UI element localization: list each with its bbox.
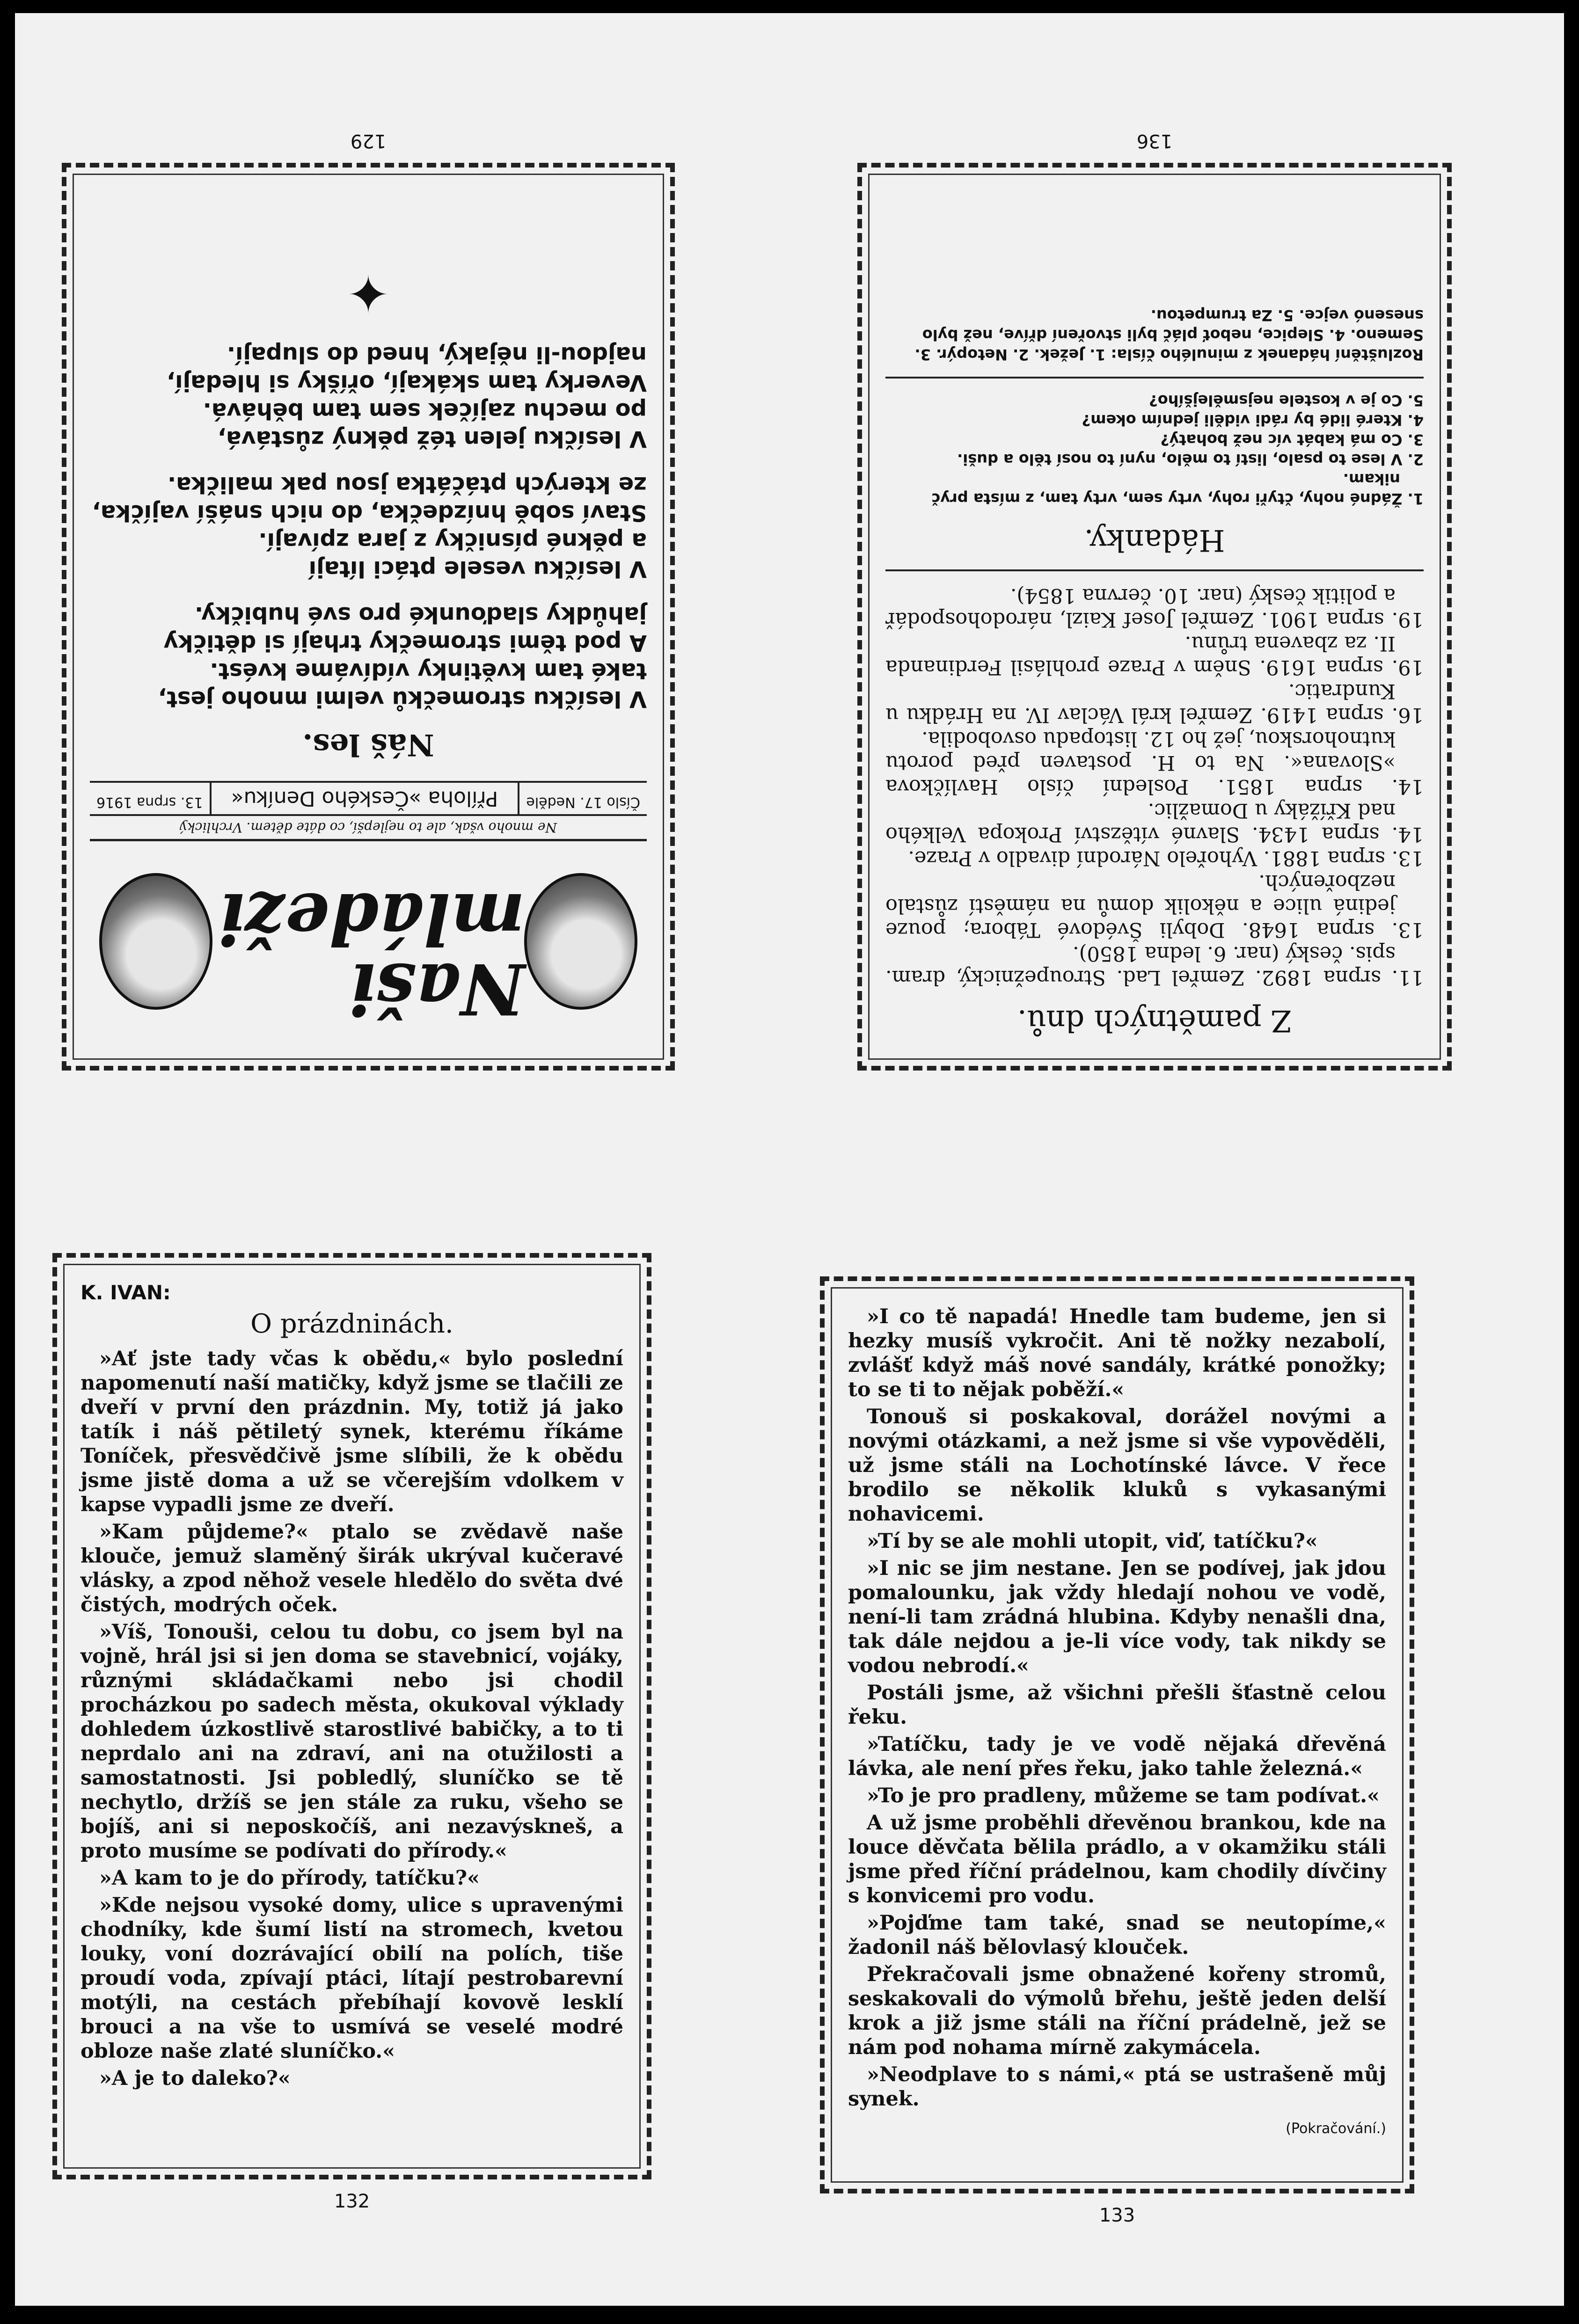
day-entry: 13. srpna 1648. Dobyli Švédové Tábora; pouze jediná ulice a několik domů na náměstí zůstalo nezbořených. [885, 870, 1424, 941]
day-entry: 19. srpna 1619. Sněm v Praze prohlásil Ferdinanda II. za zbavena trůnu. [885, 632, 1424, 679]
page-number: 136 [1136, 130, 1173, 152]
poem-line: po mechu zajíček sem tam běhává. [203, 398, 647, 424]
story-paragraph: A už jsme proběhli dřevěnou brankou, kde na louce děvčata bělila prádlo, a v okamžiku stáli jsme před říční prádelnou, kam chodily dívčiny s konvicemi pro vodu. [848, 1811, 1386, 1908]
riddle-item: 5. Co je v kostele nejsmělejšího? [1149, 392, 1424, 409]
page-content [848, 1304, 1386, 2165]
page-content [90, 191, 647, 1042]
story-paragraph: »Víš, Tonouši, celou tu dobu, co jsem byl na vojně, hrál jsi si jen doma se stavebnicí, vojáky, různými skládačkami nebo jsi chodil procházkou po sadech města, okukoval výklady dohledem úzkostlivě starostlivé babičky, a to ti neprdalo ani na zdraví, ani na otužilosti a samostatnosti. Jsi pobledlý, sluníčko se tě nechytlo, držíš se jen stále za ruku, všeho se bojíš, ani si neposkočíš, ani nezavýskneš, a proto musíme se podívati do přírody.« [80, 1620, 623, 1863]
page-content [80, 1281, 623, 2151]
story-paragraph: »Tatíčku, tady je ve vodě nějaká dřevěná lávka, ale není přes řeku, jako tahle železná.« [848, 1733, 1386, 1780]
story-paragraph: »Ať jste tady včas k obědu,« bylo poslední napomenutí naší matičky, když jsme se tlačili ze dveří v první den prázdnin. My, totiž já jako tatík i náš pětiletý synek, kterému říkáme Toníček, přesvědčivě jsme slíbili, že k obědu jsme jistě doma a už se včerejším vdolkem v kapse vypadli jsme ze dveří. [80, 1347, 623, 1516]
poem-line: V lesíčku stromečků velmi mnoho jest, [158, 686, 647, 712]
continued-note: (Pokračování.) [1286, 2120, 1386, 2137]
page-133 [820, 1276, 1414, 2226]
day-entry: 14. srpna 1434. Slavné vítězství Prokopa Velkého nad Křížáky u Domažlic. [885, 799, 1424, 846]
page-132 [52, 1253, 651, 2212]
riddle-item: 1. Žádné nohy, čtyři rohy, vrty sem, vrty tam, z místa pryč nikam. [931, 470, 1424, 508]
poem-line: ze kterých ptáčátka jsou pak malička. [167, 472, 647, 498]
story-paragraph: »A kam to je do přírody, tatíčku?« [99, 1866, 480, 1890]
poem-line: Veverky tam skákají, oříšky si hledají, [166, 370, 647, 396]
poem-line: V lesíčku jelen též pěkný zůstává, [217, 426, 647, 452]
divider [885, 569, 1424, 571]
page-number: 129 [350, 130, 387, 152]
masthead-title: Naši mládeži [218, 877, 525, 1030]
poem-stanza [90, 601, 647, 713]
poem-line: A pod těmi stromečky trhají si dětičky [163, 630, 647, 656]
supplement-name: Příloha »Českého Deníku« [210, 783, 520, 814]
divider [885, 377, 1424, 379]
story-paragraph: »I co tě napadá! Hnedle tam budeme, jen si hezky musíš vykročit. Ani tě nožky nezabolí, zvlášť když máš nové sandály, krátké ponožky; to se ti to nějak poběží.« [848, 1305, 1386, 1401]
swallow-icon: ✦ [346, 263, 390, 323]
issue-bar [90, 781, 647, 816]
page-129 [62, 130, 675, 1071]
story-paragraph: »Kde nejsou vysoké domy, ulice s upravenými chodníky, kde šumí listí na stromech, kvetou louky, voní dozrávající obilí na polích, tiše proudí voda, zpívají ptáci, lítají pestrobarevní motýli, na cestách přebíhají kovově lesklí brouci a na vše to usmívá se veselé modré obloze naše zlaté sluníčko.« [80, 1894, 623, 2063]
page-136 [857, 130, 1452, 1071]
poem-stanza [90, 341, 647, 453]
poem-line: a pěkné písničky z jara zpívají. [258, 528, 647, 554]
story-paragraph: »To je pro pradleny, můžeme se tam podívat.« [867, 1784, 1380, 1807]
story-paragraph: Postáli jsme, až všichni přešli šťastně celou řeku. [848, 1681, 1386, 1729]
riddle-answers: Rozluštění hádanek z minulého čísla: 1. Ježek. 2. Netopýr. 3. Semeno. 4. Slepice, neboť pláč byli stvoření dříve, než bylo snesenó vejce. 5. Za trumpetou. [914, 306, 1424, 364]
boy-portrait [99, 873, 212, 1010]
day-entry: 16. srpna 1419. Zemřel král Václav IV. na Hrádku u Kundratic. [885, 679, 1424, 727]
story-title: O prázdninách. [250, 1309, 453, 1339]
day-entry: 19. srpna 1901. Zemřel Josef Kaizl, národohospodář a politik český (nar. 10. června 1854). [885, 584, 1424, 631]
riddles-title: Hádanky. [1084, 523, 1225, 557]
issue-date: 13. srpna 1916 [96, 794, 203, 810]
story-paragraph: Překračovali jsme obnažené kořeny stromů, seskakovali do výmolů břehu, ještě jeden delší krok a již jsme stáli na říční prádelně, jež se nám pod nohama mírně zakymácela. [848, 1963, 1386, 2059]
day-entry: 13. srpna 1881. Vyhořelo Národní divadlo v Praze. [908, 846, 1424, 870]
masthead-motto: Ne mnoho však, ale to nejlepší, co dáte dětem. Vrchlický [180, 820, 557, 835]
story-paragraph: »I nic se jim nestane. Jen se podívej, jak jdou pomalounku, jak vždy hledají nohou ve vodě, není-li tam zrádná hlubina. Kdyby nenašli dna, tak dále nejdou a je-li více vody, tak nikdy se vodou nebrodí.« [848, 1557, 1386, 1677]
story-paragraph: »Tí by se ale mohli utopit, viď, tatíčku?« [867, 1530, 1318, 1553]
days-title: Z pamětných dnů. [1017, 1003, 1292, 1038]
poem-line: V lesíčku vesele ptáci lítají [308, 556, 647, 582]
author-name: K. IVAN: [80, 1281, 171, 1304]
scan-sheet [15, 13, 1564, 2306]
day-entry: 14. srpna 1851. Poslední číslo Havlíčkova »Slovana«. Na to H. postaven před porotu kutnohorskou, jež ho 12. listopadu osvobodila. [885, 727, 1424, 798]
story-paragraph: »Pojďme tam také, snad se neutopíme,« žadonil náš bělovlasý klouček. [848, 1911, 1386, 1959]
girl-portrait [524, 873, 637, 1010]
story-paragraph: Tonouš si poskakoval, dorážel novými a novými otázkami, a než jsme si vše vypověděli, už jsme stáli na Lochotínské lávce. V řece brodilo se několik kluků s vykasanými nohavicemi. [848, 1405, 1386, 1526]
riddle-item: 2. V lese to psalo, listí to mělo, nyní to nosí tělo a duši. [957, 451, 1424, 468]
poem-line: Staví sobě hnízdečka, do nich snáší vajíčka, [92, 500, 647, 526]
page-number: 133 [1099, 2205, 1135, 2226]
page-number: 132 [334, 2191, 370, 2212]
poem-line: také tam květinky vídíváme kvést. [210, 658, 647, 684]
issue-number: Číslo 17. Neděle [526, 794, 640, 810]
story-paragraph: »A je to daleko?« [99, 2067, 291, 2090]
riddle-item: 4. Které lidé by rádi viděli jedním okem? [1082, 411, 1424, 429]
story-paragraph: »Kam půjdeme?« ptalo se zvědavě naše kloučе, jemuž slaměný širák ukrýval kučeravé vlásky, a zpod něhož vesele hledělo do světa dvé čistých, modrých oček. [80, 1520, 623, 1617]
poem-line: jahůdky slaďounké pro své hubičky. [195, 602, 647, 628]
poem-title: Náš les. [302, 727, 434, 762]
story-paragraph: »Neodplave to s námi,« ptá se ustrašeně můj synek. [848, 2063, 1386, 2111]
poem-line: najdou-li nějaký, hned do slupají. [227, 342, 647, 368]
page-content [885, 191, 1424, 1042]
masthead [90, 839, 647, 1042]
day-entry: 11. srpna 1892. Zemřel Lad. Stroupežnický, dram. spis. český (nar. 6. ledna 1850). [885, 942, 1424, 989]
poem-stanza [90, 471, 647, 583]
riddle-item: 3. Co má kabát víc než bohatý? [1160, 431, 1424, 449]
